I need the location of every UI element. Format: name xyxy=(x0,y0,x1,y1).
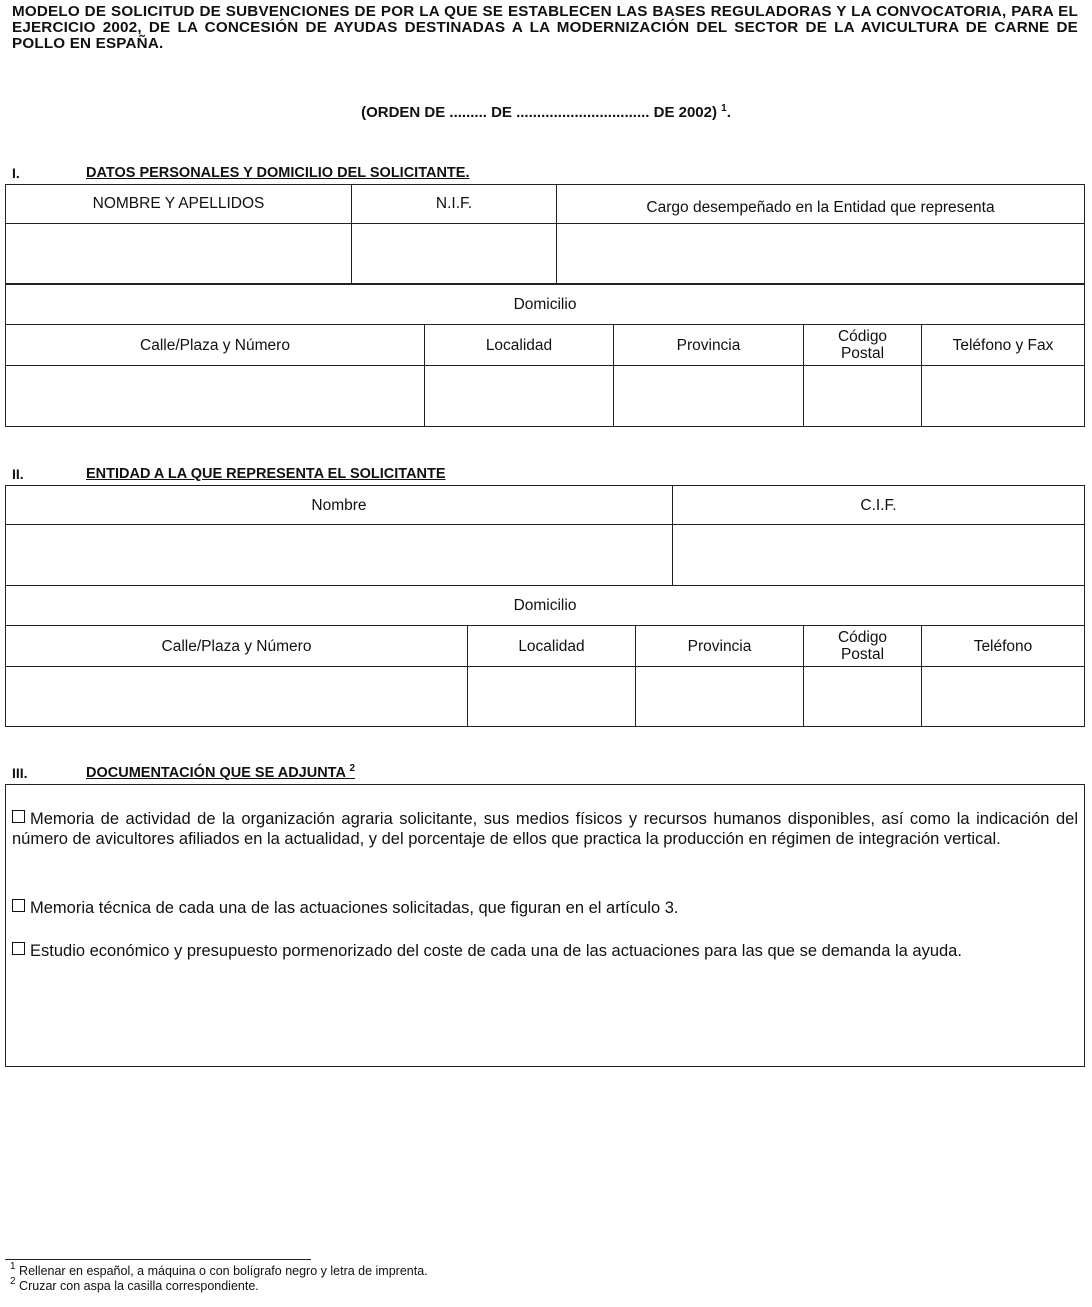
name-field[interactable] xyxy=(6,224,352,284)
footnote-2-text: Cruzar con aspa la casilla correspondiente. xyxy=(19,1279,259,1293)
nif-field[interactable] xyxy=(352,224,557,284)
locality-field[interactable] xyxy=(425,366,614,427)
applicant-address-table xyxy=(5,284,1085,427)
street-field[interactable] xyxy=(6,366,425,427)
header-province: Provincia xyxy=(614,325,804,366)
order-text: (ORDEN DE ......... DE ................................ DE 2002) xyxy=(361,104,717,121)
entity-header-phone: Teléfono xyxy=(922,626,1085,667)
footnote-rule xyxy=(5,1259,311,1260)
section-3-title xyxy=(86,765,355,781)
doc-item-text: Memoria de actividad de la organización agraria solicitante, sus medios físicos y recursos humanos disponibles, así como la indicación del número de avicultores afiliados en la actualidad, y del porcentaje de ellos que practica la producción en régimen de integración vertical. xyxy=(12,810,1078,848)
footnote-ref-2: 2 xyxy=(349,763,355,774)
footnote-2-ref: 2 xyxy=(10,1276,16,1287)
entity-name-field[interactable] xyxy=(6,525,673,586)
header-locality: Localidad xyxy=(425,325,614,366)
entity-header-postal-code: Código Postal xyxy=(804,626,922,667)
footnote-1-text: Rellenar en español, a máquina o con bolígrafo negro y letra de imprenta. xyxy=(19,1264,428,1278)
footnote-2 xyxy=(10,1276,259,1293)
doc-item-estudio-economico xyxy=(12,941,1078,961)
documentation-box xyxy=(5,784,1085,1067)
section-3-number: III. xyxy=(12,765,28,781)
phone-fax-field[interactable] xyxy=(922,366,1085,427)
domicilio-heading: Domicilio xyxy=(6,285,1085,325)
applicant-data-table xyxy=(5,184,1085,284)
header-name: NOMBRE Y APELLIDOS xyxy=(6,185,352,224)
entity-header-street: Calle/Plaza y Número xyxy=(6,626,468,667)
entity-street-field[interactable] xyxy=(6,667,468,727)
order-end: . xyxy=(726,104,731,121)
order-reference xyxy=(0,104,1092,121)
footnote-ref-1: 1 xyxy=(721,103,727,114)
header-phone-fax: Teléfono y Fax xyxy=(922,325,1085,366)
section-3-title-text: DOCUMENTACIÓN QUE SE ADJUNTA xyxy=(86,765,346,781)
header-postal-code: Código Postal xyxy=(804,325,922,366)
checkbox[interactable] xyxy=(12,810,25,823)
entity-province-field[interactable] xyxy=(636,667,804,727)
header-cargo: Cargo desempeñado en la Entidad que representa xyxy=(557,185,1085,224)
entity-address-table xyxy=(5,585,1085,727)
doc-item-memoria-tecnica xyxy=(12,898,1078,918)
entity-locality-field[interactable] xyxy=(468,667,636,727)
entity-domicilio-heading: Domicilio xyxy=(6,586,1085,626)
entity-phone-field[interactable] xyxy=(922,667,1085,727)
entity-header-locality: Localidad xyxy=(468,626,636,667)
footnote-1-ref: 1 xyxy=(10,1261,16,1272)
header-street: Calle/Plaza y Número xyxy=(6,325,425,366)
cargo-field[interactable] xyxy=(557,224,1085,284)
footnote-1 xyxy=(10,1261,428,1278)
checkbox[interactable] xyxy=(12,942,25,955)
province-field[interactable] xyxy=(614,366,804,427)
section-2-number: II. xyxy=(12,466,24,482)
doc-item-memoria-actividad xyxy=(12,809,1078,849)
header-entity-name: Nombre xyxy=(6,486,673,525)
section-1-number: I. xyxy=(12,165,20,181)
entity-data-table xyxy=(5,485,1085,586)
section-1-title: DATOS PERSONALES Y DOMICILIO DEL SOLICITANTE. xyxy=(86,165,470,181)
entity-postal-code-field[interactable] xyxy=(804,667,922,727)
section-2-title: ENTIDAD A LA QUE REPRESENTA EL SOLICITANTE xyxy=(86,466,446,482)
cif-field[interactable] xyxy=(673,525,1085,586)
entity-header-province: Provincia xyxy=(636,626,804,667)
header-nif: N.I.F. xyxy=(352,185,557,224)
header-cif: C.I.F. xyxy=(673,486,1085,525)
postal-code-field[interactable] xyxy=(804,366,922,427)
doc-item-text: Estudio económico y presupuesto pormenorizado del coste de cada una de las actuaciones para las que se demanda la ayuda. xyxy=(30,942,962,960)
checkbox[interactable] xyxy=(12,899,25,912)
doc-item-text: Memoria técnica de cada una de las actuaciones solicitadas, que figuran en el artículo 3. xyxy=(30,899,679,917)
document-title: MODELO DE SOLICITUD DE SUBVENCIONES DE POR LA QUE SE ESTABLECEN LAS BASES REGULADORAS Y LA CONVOCATORIA, PARA EL EJERCICIO 2002, DE LA CONCESIÓN DE AYUDAS DESTINADAS A LA MODERNIZACIÓN DEL SECTOR DE LA AVICULTURA DE CARNE DE POLLO EN ESPAÑA. xyxy=(12,3,1078,52)
